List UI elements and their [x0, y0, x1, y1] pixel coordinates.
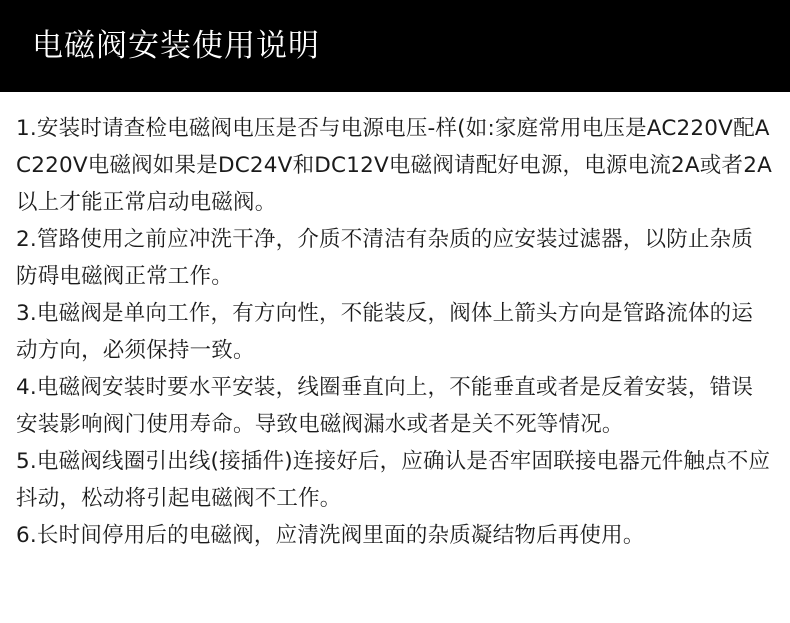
instruction-item: 5.电磁阀线圈引出线(接插件)连接好后，应确认是否牢固联接电器元件触点不应抖动，松动将引起电磁阀不工作。 — [16, 449, 771, 511]
instruction-item: 6.长时间停用后的电磁阀，应清洗阀里面的杂质凝结物后再使用。 — [16, 523, 645, 548]
instruction-item: 1.安装时请查检电磁阀电压是否与电源电压-样(如:家庭常用电压是AC220V配AC220V电磁阀如果是DC24V和DC12V电磁阀请配好电源，电源电流2A或者2A以上才能正常启动电磁阀。 — [16, 116, 772, 215]
instruction-item: 4.电磁阀安装时要水平安装，线圈垂直向上，不能垂直或者是反着安装，错误安装影响阀门使用寿命。导致电磁阀漏水或者是关不死等情况。 — [16, 375, 754, 437]
page-title: 电磁阀安装使用说明 — [32, 27, 320, 64]
instruction-item: 2.管路使用之前应冲洗干净，介质不清洁有杂质的应安装过滤器，以防止杂质防碍电磁阀正常工作。 — [16, 227, 754, 289]
document-header — [0, 0, 790, 92]
instructions-body — [0, 92, 790, 554]
instruction-item: 3.电磁阀是单向工作，有方向性，不能装反，阀体上箭头方向是管路流体的运动方向，必须保持一致。 — [16, 301, 754, 363]
